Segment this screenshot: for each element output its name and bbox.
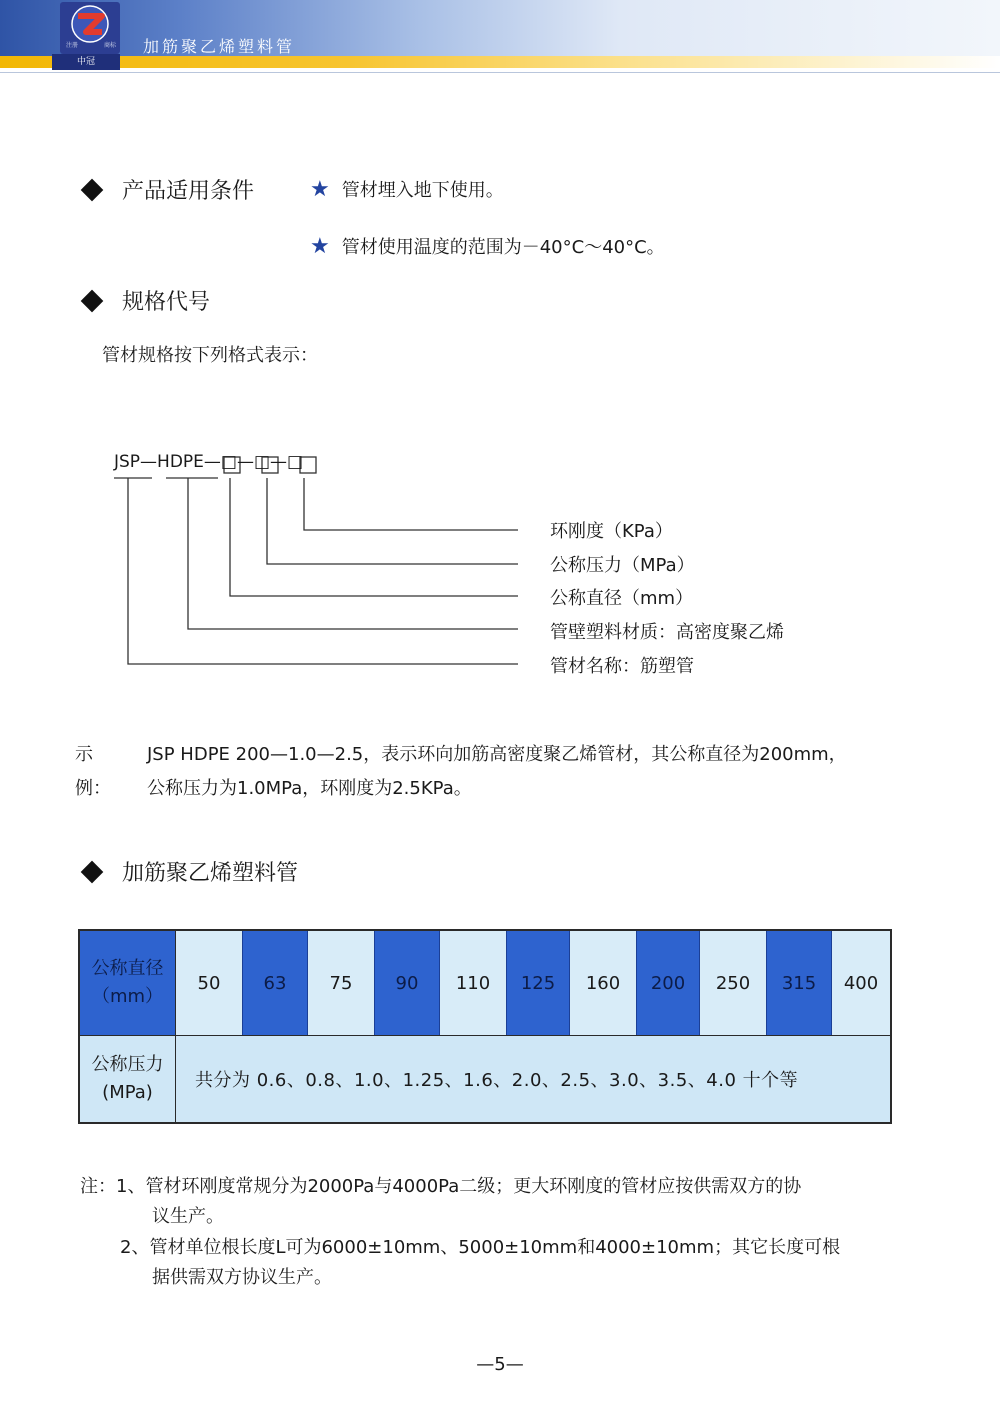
note-2-line-2: 据供需双方协议生产。 — [152, 1267, 332, 1288]
spec-table — [78, 929, 892, 1124]
conditions-heading — [80, 174, 254, 205]
diameter-cell: 50 — [176, 931, 242, 1035]
diameter-cell: 315 — [766, 931, 832, 1035]
example-line-1: JSP HDPE 200—1.0—2.5，表示环向加筋高密度聚乙烯管材，其公称直径为200mm， — [147, 744, 847, 765]
spec-intro: 管材规格按下列格式表示： — [102, 345, 318, 366]
diamond-bullet-icon — [81, 178, 104, 201]
product-heading-text: 加筋聚乙烯塑料管 — [122, 861, 299, 886]
note-1-line-2: 议生产。 — [152, 1206, 224, 1227]
diameter-header-unit: （mm） — [91, 986, 164, 1007]
logo-small-text-right: 商标 — [104, 42, 117, 49]
spec-code-heading-text: 规格代号 — [122, 290, 211, 315]
diamond-bullet-icon — [81, 860, 104, 883]
condition-text: 管材埋入地下使用。 — [341, 180, 504, 201]
diameter-header-label: 公称直径 — [91, 958, 164, 979]
diagram-label-nominal-pressure: 公称压力（MPa） — [550, 555, 695, 576]
pressure-header-unit: (MPa) — [102, 1082, 153, 1103]
diameter-cell: 75 — [308, 931, 374, 1035]
condition-item — [310, 176, 504, 202]
spec-code-diagram — [100, 440, 860, 690]
star-bullet-icon: ★ — [310, 176, 330, 202]
diameter-cell: 90 — [374, 931, 440, 1035]
header-title: 加筋聚乙烯塑料管 — [143, 37, 296, 56]
diameter-cell: 110 — [440, 931, 506, 1035]
note-2-line-1: 2、管材单位根长度L可为6000±10mm、5000±10mm和4000±10mm；其它长度可根 — [120, 1237, 841, 1258]
logo-brand-text: 中冠 — [52, 54, 120, 70]
page-number: —5— — [476, 1354, 524, 1375]
condition-text: 管材使用温度的范围为－40°C～40°C。 — [341, 237, 665, 258]
spec-code-format: JSP—HDPE—□—□—□ — [114, 452, 304, 472]
header-divider — [0, 72, 1000, 73]
page-header — [0, 0, 1000, 72]
diameter-cell: 160 — [570, 931, 636, 1035]
star-bullet-icon: ★ — [310, 233, 330, 259]
spec-code-heading — [80, 285, 210, 316]
pressure-header-label: 公称压力 — [91, 1054, 164, 1075]
pressure-row — [80, 1035, 890, 1122]
diagram-lines — [100, 440, 860, 690]
logo-small-text-left: 注册 — [66, 42, 79, 49]
logo-box — [60, 2, 120, 54]
diameter-header — [80, 931, 176, 1035]
diagram-label-nominal-diameter: 公称直径（mm） — [550, 588, 694, 609]
diagram-label-material: 管壁塑料材质：高密度聚乙烯 — [550, 622, 784, 643]
conditions-heading-text: 产品适用条件 — [122, 179, 255, 204]
example-label: 示例： — [75, 744, 111, 799]
diamond-bullet-icon — [81, 289, 104, 312]
diameter-cell: 400 — [832, 931, 890, 1035]
pressure-values: 共分为 0.6、0.8、1.0、1.25、1.6、2.0、2.5、3.0、3.5、4.0 十个等 — [195, 1070, 799, 1091]
diameter-cell: 250 — [700, 931, 766, 1035]
diameter-row — [80, 931, 890, 1035]
header-yellow-band — [0, 56, 1000, 68]
diagram-label-pipe-name: 管材名称：筋塑管 — [550, 656, 694, 677]
company-logo — [52, 2, 120, 70]
diameter-cell: 125 — [506, 931, 570, 1035]
condition-item — [310, 233, 665, 259]
diagram-label-ring-stiffness: 环刚度（KPa） — [550, 521, 673, 542]
example-line-2: 公称压力为1.0MPa，环刚度为2.5KPa。 — [147, 778, 472, 799]
diameter-cell: 63 — [242, 931, 308, 1035]
pressure-header — [80, 1036, 176, 1122]
diameter-cell: 200 — [636, 931, 700, 1035]
product-heading — [80, 856, 298, 887]
note-1-line-1: 注：1、管材环刚度常规分为2000Pa与4000Pa二级；更大环刚度的管材应按供需双方的协 — [80, 1176, 802, 1197]
